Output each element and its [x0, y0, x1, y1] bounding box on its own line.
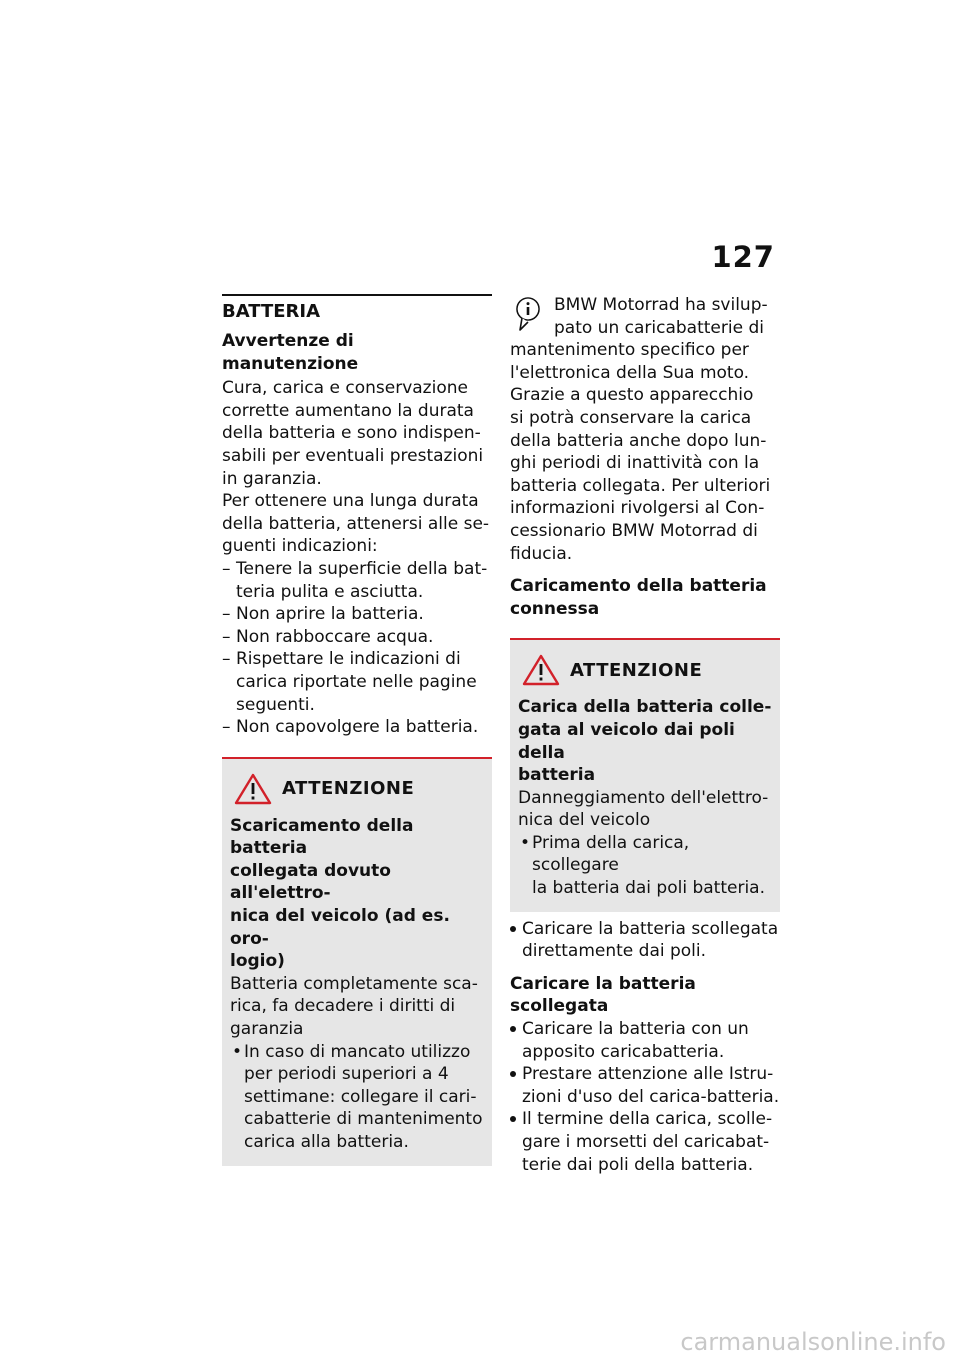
warning-triangle-icon	[522, 654, 560, 686]
info-note: BMW Motorrad ha svilup- pato un caricabatterie di mantenimento specifico per l'elettronica della Sua moto. Grazie a questo apparecchio si potrà conservare la carica della batteria anche dopo lun- ghi periodi di inattività con la batteria collegata. Per ulteriori informazioni rivolgersi al Con- cessionario BMW Motorrad di fiducia.	[510, 295, 771, 564]
warning-text: Danneggiamento dell'elettro- nica del veicolo	[518, 787, 769, 831]
list-item: – Tenere la superficie della bat- teria pulita e asciutta.	[222, 558, 492, 603]
left-column	[222, 294, 492, 1166]
maintenance-subhead: Avvertenze di manutenzione	[222, 331, 359, 374]
list-item: • Prima della carica, scollegare la batteria dai poli batteria.	[518, 832, 772, 900]
list-item: Il termine della carica, scolle- gare i morsetti del caricabat- terie dai poli della batteria.	[510, 1108, 780, 1176]
warning-bullets	[518, 832, 772, 900]
warning-heading: Carica della batteria colle- gata al veicolo dai poli della batteria	[518, 697, 772, 786]
list-item: Prestare attenzione alle Istru- zioni d'uso del carica-batteria.	[510, 1063, 780, 1108]
right-column	[510, 294, 780, 1176]
warning-title: ATTENZIONE	[570, 659, 703, 681]
list-item: Caricare la batteria scollegata direttamente dai poli.	[510, 918, 780, 963]
list-item: Caricare la batteria con un apposito caricabatteria.	[510, 1018, 780, 1063]
list-item: – Non capovolgere la batteria.	[222, 716, 492, 739]
disconnected-charging-subhead: Caricare la batteria scollegata	[510, 973, 696, 1017]
maintenance-para-1: Cura, carica e conservazione corrette aumentano la durata della batteria e sono indispen- sabili per eventuali prestazioni in garanzia.	[222, 378, 484, 489]
page-number: 127	[711, 240, 775, 274]
warning-title: ATTENZIONE	[282, 778, 415, 800]
warning-bullets	[230, 1041, 484, 1154]
warning-box-connected	[510, 638, 780, 911]
section-title: BATTERIA	[222, 294, 492, 322]
watermark: carmanualsonline.info	[680, 1328, 946, 1356]
connected-charging-steps	[510, 918, 780, 963]
info-icon	[510, 296, 546, 332]
warning-heading: Scaricamento della batteria collegata dovuto all'elettro- nica del veicolo (ad es. oro- logio)	[230, 815, 450, 972]
list-item: – Non aprire la batteria.	[222, 603, 492, 626]
list-item: – Rispettare le indicazioni di carica riportate nelle pagine seguenti.	[222, 648, 492, 716]
warning-text: Batteria completamente sca- rica, fa decadere i diritti di garanzia	[230, 973, 478, 1040]
list-item: – Non rabboccare acqua.	[222, 626, 492, 649]
disconnected-charging-steps	[510, 1018, 780, 1176]
list-item: • In caso di mancato utilizzo per periodi superiori a 4 settimane: collegare il cari- cabatterie di mantenimento carica alla batteria.	[230, 1041, 484, 1154]
maintenance-list	[222, 558, 492, 739]
connected-charging-subhead: Caricamento della batteria connessa	[510, 576, 767, 619]
warning-triangle-icon	[234, 773, 272, 805]
warning-box-discharge	[222, 757, 492, 1166]
maintenance-para-2: Per ottenere una lunga durata della batteria, attenersi alle se- guenti indicazioni:	[222, 491, 490, 557]
